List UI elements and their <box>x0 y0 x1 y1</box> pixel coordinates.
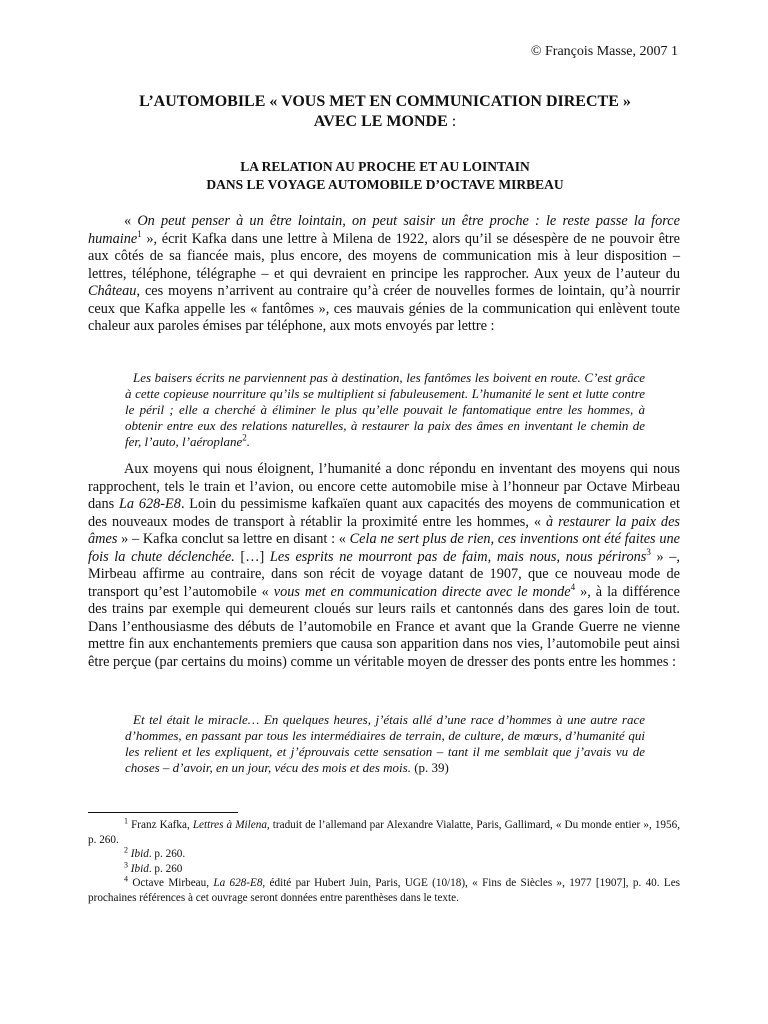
footnote-ref-4: 4 <box>570 581 576 592</box>
p2-t1: Aux moyens qui nous éloignent, l’humanité a donc répondu en inventant des moyens qui nous rapprochent, tels le train et l’avion, ou encore cette automobile mise à l’honneur par Octave Mirbeau dans <box>88 461 680 512</box>
footnote-ref-1: 1 <box>137 228 142 239</box>
footnote-ref-2: 2 <box>242 432 247 443</box>
page-title <box>90 92 680 132</box>
subtitle-line-1: LA RELATION AU PROCHE ET AU LOINTAIN <box>240 159 530 174</box>
quote-1-end: . <box>246 434 250 449</box>
page-subtitle <box>90 158 680 194</box>
p1-chateau: Château <box>88 283 137 299</box>
subtitle-line-2: DANS LE VOYAGE AUTOMOBILE D’OCTAVE MIRBEAU <box>206 177 564 192</box>
p2-t6: », à la différence des trains par exemple qui demeurent cloués sur leurs rails et cantonnés dans des gares loin de tout. Dans l’enthousiasme des débuts de l’automobile en France et avant que la Grande Guerre ne vienne mettre fin aux enchantements premiers que causa son apparition dans nos vies, l’automobile peut ainsi être perçue (par certains du moins) comme un véritable moyen de dresser des ponts entre les hommes : <box>88 583 681 670</box>
p2-t3: » – Kafka conclut sa lettre en disant : « <box>117 531 350 547</box>
footnote-4 <box>88 876 680 905</box>
p1-text-1: », écrit Kafka dans une lettre à Milena de 1922, alors qu’il se désespère de ne pouvoir être aux côtés de sa fiancée mais, plus encore, des moyens de communication mis à leur disposition – lettres, téléphone, télégraphe – et qui devraient en principe les rapprocher. Aux yeux de l’auteur du <box>88 230 680 282</box>
p1-open: « <box>124 213 138 229</box>
p2-i2: Cela ne sert plus de rien, ces inventions ont été faites une fois la chute déclenchée. <box>88 531 680 565</box>
footnote-2-title: Ibid <box>130 848 149 860</box>
p2-i3: Les esprits ne mourront pas de faim, mais nous, nous périrons <box>269 548 647 565</box>
block-quote-1 <box>125 370 645 450</box>
footnote-1 <box>88 818 680 847</box>
footnote-2-post: . p. 260. <box>148 848 186 860</box>
footnote-2 <box>88 847 680 862</box>
p2-t5: » –, Mirbeau affirme au contraire, dans son récit de voyage datant de 1907, que ce nouveau mode de transport qu’est l’automobile « <box>88 548 681 600</box>
title-line-2-main: AVEC LE MONDE <box>313 113 448 130</box>
footnote-3-title: Ibid <box>130 862 149 875</box>
footnote-4-post: , édité par Hubert Juin, Paris, UGE (10/18), « Fins de Siècles », 1977 [1907], p. 40. Les prochaines références à cet ouvrage seront données entre parenthèses dans le texte. <box>88 877 681 904</box>
p2-t2: . Loin du pessimisme kafkaïen quant aux capacités des moyens de communication et des nouveaux modes de transport à rétablir la proximité entre les hommes, « <box>88 496 680 530</box>
title-line-2-colon: : <box>447 113 457 130</box>
p2-i4: vous met en communication directe avec le monde <box>273 583 571 600</box>
title-line-1: L’AUTOMOBILE « VOUS MET EN COMMUNICATION DIRECTE » <box>139 93 631 110</box>
quote-2-text: Et tel était le miracle… En quelques heures, j’étais allé d’une race d’hommes à une autre race d’hommes, en passant par tous les intermédiaires de terrain, de culture, de mœurs, d’humanité qui les relient et les expliquent, et j’éprouvais cette sensation – tant il me semblait que j’avais vu de choses – d’avoir, en un jour, vécu des mois et des mois. <box>125 712 645 775</box>
footnote-1-number: 1 <box>124 816 128 826</box>
quote-1-text: Les baisers écrits ne parviennent pas à destination, les fantômes les boivent en route. C’est grâce à cette copieuse nourriture qu’ils se multiplient si fabuleusement. L’humanité le sent et lutte contre le péril ; elle a cherché à éliminer le plus qu’elle pouvait le fantomatique entre les hommes, à obtenir entre eux des relations naturelles, à restaurer la paix des âmes en inventant le chemin de fer, l’auto, l’aéroplane <box>125 370 645 449</box>
footnote-ref-3: 3 <box>646 546 651 557</box>
block-quote-2 <box>125 712 645 776</box>
footnote-4-number: 4 <box>124 874 128 884</box>
footnote-4-pre: Octave Mirbeau, <box>132 877 214 889</box>
p2-i1: à restaurer la paix des âmes <box>88 513 680 547</box>
footnote-2-number: 2 <box>124 845 128 855</box>
footnote-3 <box>88 859 680 877</box>
footnote-1-pre: Franz Kafka, <box>131 819 193 831</box>
title-line-2 <box>90 112 680 132</box>
footnote-divider <box>88 812 238 813</box>
footnote-3-number: 3 <box>124 859 128 869</box>
copyright-header: © François Masse, 2007 1 <box>530 44 678 59</box>
footnote-1-post: , traduit de l’allemand par Alexandre Vialatte, Paris, Gallimard, « Du monde entier », 1956, p. 260. <box>88 819 680 846</box>
footnote-1-title: Lettres à Milena <box>192 819 267 831</box>
quote-2-page-ref: (p. 39) <box>410 760 449 775</box>
footnote-4-title: La 628-E8 <box>213 877 263 889</box>
p1-text-2: , ces moyens n’arrivent au contraire qu’à créer de nouvelles formes de lointain, qu’à nourrir ceux que Kafka appelle les « fantômes », ces mauvais génies de la communication qui enlèvent toute chaleur aux paroles émises par téléphone, aux mots envoyés par lettre : <box>88 283 680 334</box>
paragraph-2 <box>88 461 680 671</box>
footnotes <box>88 818 680 905</box>
paragraph-1 <box>88 213 680 336</box>
footnote-3-post: . p. 260 <box>148 862 183 875</box>
p2-book: La 628-E8 <box>118 496 181 512</box>
p1-kafka-quote: On peut penser à un être lointain, on peut saisir un être proche : le reste passe la force humaine <box>88 213 680 247</box>
p2-t4: […] <box>234 548 270 565</box>
